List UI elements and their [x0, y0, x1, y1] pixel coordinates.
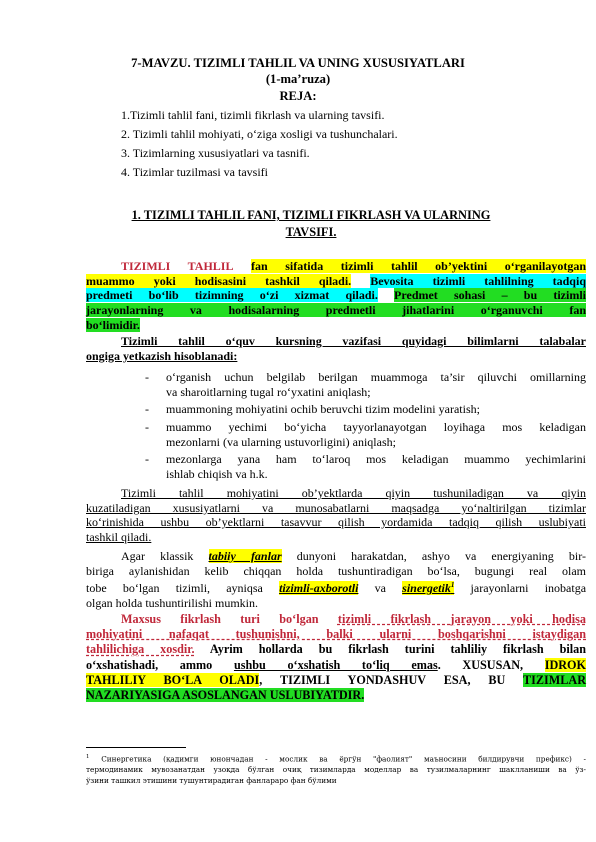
section-heading-line: TAVSIFI. [285, 225, 337, 239]
paragraph-sciences [86, 549, 586, 611]
text-line: tashkil qiladi. [86, 530, 152, 545]
text-line: kuzatiladigan xususiyatlarni va munosabatlarni maqsadga yo‘naltirilgan tizimlar [86, 500, 586, 515]
text-span: TIZIMLAR [523, 672, 586, 687]
list-dash: - [145, 420, 149, 434]
topic-title: 7-MAVZU. TIZIMLI TAHLIL VA UNING XUSUSIYATLARI [131, 56, 465, 70]
text-line: термодинамик мувозанатдан узоқда бўлган очиқ тизимларда моделлар ва тузилмаларнинг шаклланиши ва ўз- [86, 765, 586, 775]
footnote-separator [86, 747, 186, 748]
term-tizimli-axborotli: tizimli-axborotli [279, 581, 359, 596]
paragraph-task [86, 334, 586, 363]
term-sinergetik [402, 581, 454, 595]
text-line: Tizimli tahlil o‘quv kursning vazifasi quyidagi bilimlarni talabalar [121, 334, 586, 348]
text-span: va [374, 581, 386, 596]
text-span: tobe bo‘lgan tizimli, ayniqsa [86, 581, 263, 596]
list-item: mezonlarga yana ham to‘laroq mos keladigan muammo yechimlarini [166, 452, 586, 466]
plan-item: 2. Tizimli tahlil mohiyati, o‘ziga xosligi va tushunchalari. [121, 127, 398, 141]
text-line: NAZARIYASIGA ASOSLANGAN USLUBIYATDIR. [86, 688, 365, 703]
text-line: predmeti bo‘lib tizimning o‘zi xizmat qiladi. [86, 288, 378, 303]
list-item: muammo yechimi bo‘yicha tayyorlanayotgan loyihaga mos keladigan [166, 420, 586, 434]
list-dash: - [145, 370, 149, 384]
text-span: . XUSUSAN, [437, 657, 524, 672]
text-line: biriga aylanishidan kelib chiqqan holda tushuntiradigan bo‘lsa, bugungi real olam [86, 563, 586, 578]
list-item: muammoning mohiyatini ochib beruvchi tizim modelini yaratish; [166, 402, 480, 416]
text-span: ushbu o‘xshatish to‘liq emas [233, 657, 438, 672]
lecture-label: (1-ma’ruza) [265, 72, 331, 86]
term-tabiiy-fanlar: tabiiy fanlar [208, 549, 282, 563]
text-span: Ayrim hollarda bu fikrlash turini tahliliy fikrlash bilan [209, 642, 586, 657]
plan-item: 1.Tizimli tahlil fani, tizimli fikrlash va ularning tavsifi. [121, 108, 385, 122]
text-line: ўзини ташкил этишини тушунтирадиган фанлараро фан бўлими [86, 776, 337, 786]
text-line: Bevosita tizimli tahlilning tadqiq [370, 273, 586, 288]
paragraph-systems-thinking [86, 612, 586, 703]
text-line: muammo yoki hodisasini tashkil qiladi. [86, 273, 352, 288]
text-span: Maxsus fikrlash turi bo‘lgan [121, 612, 319, 626]
text-span: jarayonlarni inobatga [470, 581, 587, 596]
text-line: Tizimli tahlil mohiyatini ob’yektlarda qiyin tushuniladigan va qiyin [121, 486, 586, 500]
text-line: bo‘limidir. [86, 317, 140, 332]
text-span: IDROK [544, 657, 587, 672]
list-item: va sharoitlarning tugal ro‘yxatini aniqlash; [166, 384, 371, 399]
text-line: fan sifatida tizimli tahlil ob’yektini o‘rganilayotgan [251, 259, 587, 273]
text-line: jarayonlarning va hodisalarning predmetli jihatlarini o‘rganuvchi fan [86, 303, 586, 318]
term-tizimli-tahlil: TIZIMLI TAHLIL [121, 259, 234, 273]
text-line: ongiga yetkazish hisoblanadi: [86, 348, 238, 363]
plan-item: 3. Tizimlarning xususiyatlari va tasnifi. [121, 146, 310, 160]
list-dash: - [145, 452, 149, 466]
text-line: ko‘rinishida ushbu ob’yektlarni tasavvur qilish yordamida tadqiq qilish uslubiyati [86, 515, 586, 530]
text-span: tizimli fikrlash jarayon yoki hodisa [337, 612, 586, 626]
plan-title: REJA: [279, 89, 317, 103]
list-item: mezonlarni (va ularning ustuvorligini) aniqlash; [166, 434, 396, 449]
text-span: TAHLILIY BO‘LA OLADI [86, 672, 260, 687]
text-span: dunyoni harakatdan, ashyo va energiyaning bir- [296, 549, 586, 563]
section-heading [86, 208, 536, 240]
section-heading-line: 1. TIZIMLI TAHLIL FANI, TIZIMLI FIKRLASH VA ULARNING [131, 208, 491, 222]
text-span: Agar klassik [121, 549, 194, 563]
bullet-list [0, 370, 596, 480]
footnote [86, 752, 586, 786]
list-item: ishlab chiqish va h.k. [166, 466, 268, 481]
paragraph-definition [86, 259, 586, 333]
footnote-ref[interactable]: 1 [450, 581, 455, 590]
text-span: Синергетика (қадимги юнончадан - мослик ва ёргўн "фаолият" маъносини билдирувчи префикс) - [101, 754, 586, 764]
footnote-mark: 1 [86, 754, 90, 760]
text-line: mohiyatini nafaqat tushunishni, balki ularni boshqarishni istaydigan [86, 627, 586, 642]
list-dash: - [145, 402, 149, 416]
text-span: , TIZIMLI YONDASHUV ESA, BU [259, 672, 506, 687]
text-span: o‘xshatishadi, ammo [86, 657, 213, 672]
paragraph-essence [86, 486, 586, 545]
term-text: sinergetik [402, 581, 451, 596]
plan-item: 4. Tizimlar tuzilmasi va tavsifi [121, 165, 268, 179]
text-span: tahlilichiga xosdir. [86, 642, 195, 657]
text-line: olgan holda tushuntirilishi mumkin. [86, 596, 258, 611]
list-item: o‘rganish uchun belgilab berilgan muammoga ta’sir qiluvchi omillarning [166, 370, 586, 384]
text-line: Predmet sohasi – bu tizimli [394, 288, 586, 303]
